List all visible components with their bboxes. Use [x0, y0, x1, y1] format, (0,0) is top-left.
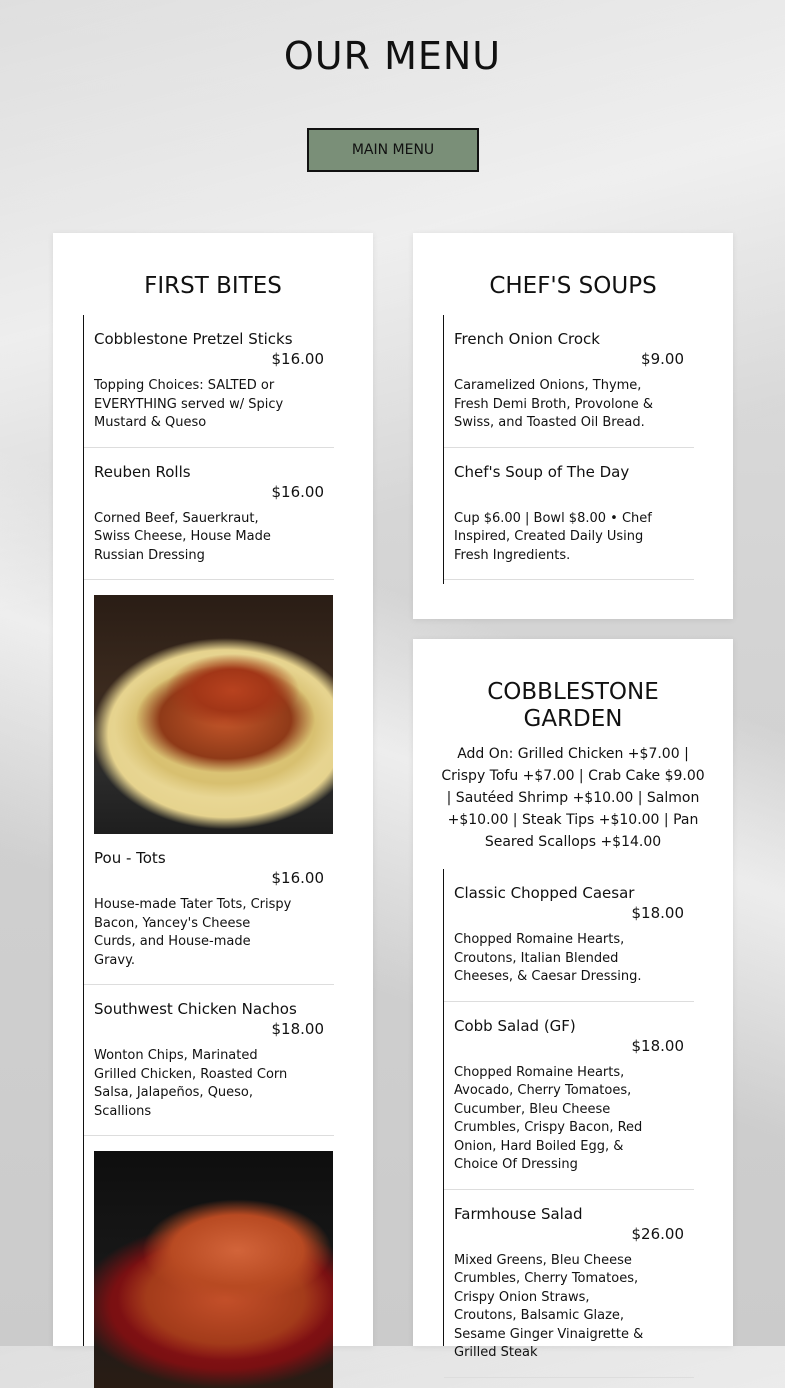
chefs-soups-list	[443, 315, 694, 584]
menu-item[interactable]	[444, 1002, 694, 1190]
item-price: $26.00	[631, 1224, 684, 1243]
garden-list	[443, 869, 694, 1360]
menu-item[interactable]	[84, 448, 334, 581]
item-desc: Corned Beef, Sauerkraut, Swiss Cheese, House Made Russian Dressing	[94, 510, 271, 563]
item-price: $18.00	[631, 904, 684, 922]
item-desc: Wonton Chips, Marinated Grilled Chicken, Roasted Corn Salsa, Jalapeños, Queso, Scallions	[94, 1048, 288, 1119]
item-desc: Cup $6.00 | Bowl $8.00 • Chef Inspired, Created Daily Using Fresh Ingredients.	[454, 510, 652, 563]
menu-item[interactable]	[444, 1190, 694, 1378]
menu-item[interactable]	[444, 869, 694, 1002]
item-name: French Onion Crock	[454, 330, 600, 348]
item-name: Farmhouse Salad	[454, 1204, 583, 1223]
first-bites-title: FIRST BITES	[144, 273, 282, 299]
main-menu-button[interactable]: MAIN MENU	[307, 128, 479, 172]
first-bites-card	[53, 233, 373, 1346]
item-name: Cobb Salad (GF)	[454, 1016, 576, 1035]
item-desc: House-made Tater Tots, Crispy Bacon, Yancey's Cheese Curds, and House-made Gravy.	[94, 897, 292, 968]
item-name: Chef's Soup of The Day	[454, 462, 630, 481]
menu-item[interactable]	[84, 834, 334, 985]
item-price: $18.00	[271, 1020, 324, 1038]
item-price: $9.00	[641, 350, 684, 368]
chefs-soups-title: CHEF'S SOUPS	[489, 273, 657, 299]
item-desc: Chopped Romaine Hearts, Avocado, Cherry Tomatoes, Cucumber, Bleu Cheese Crumbles, Crispy Bacon, Red Onion, Hard Boiled Egg, & Choice Of Dressing	[454, 1064, 643, 1172]
item-desc: Mixed Greens, Bleu Cheese Crumbles, Cherry Tomatoes, Crispy Onion Straws, Croutons, Balsamic Glaze, Sesame Ginger Vinaigrette & Grilled Steak	[454, 1252, 644, 1360]
item-name: Cobblestone Pretzel Sticks	[94, 330, 293, 348]
poutine-food-image	[94, 595, 333, 834]
item-desc: Topping Choices: SALTED or EVERYTHING served w/ Spicy Mustard & Queso	[94, 378, 284, 430]
item-desc: Chopped Romaine Hearts, Croutons, Italian Blended Cheeses, & Caesar Dressing.	[454, 932, 642, 984]
menu-item[interactable]	[84, 985, 334, 1136]
garden-title: COBBLESTONE GARDEN	[487, 679, 659, 732]
item-name: Classic Chopped Caesar	[454, 884, 635, 902]
item-price	[454, 482, 694, 502]
item-price: $16.00	[271, 869, 324, 887]
item-name: Southwest Chicken Nachos	[94, 1000, 297, 1018]
first-bites-list	[83, 315, 334, 1346]
garden-add-on-note: Add On: Grilled Chicken +$7.00 | Crispy Tofu +$7.00 | Crab Cake $9.00 | Sautéed Shrimp +$10.00 | Salmon +$10.00 | Steak Tips +$10.00 | Pan Seared Scallops +$14.00	[441, 746, 705, 850]
menu-item[interactable]	[444, 448, 694, 581]
garden-card	[413, 639, 733, 1360]
item-name: Pou - Tots	[94, 849, 166, 867]
item-desc: Caramelized Onions, Thyme, Fresh Demi Broth, Provolone & Swiss, and Toasted Oil Bread.	[454, 378, 654, 430]
menu-item[interactable]	[444, 315, 694, 448]
item-price: $18.00	[631, 1036, 684, 1055]
wings-food-image	[94, 1151, 333, 1388]
page-title: OUR MENU	[283, 34, 502, 78]
item-name: Reuben Rolls	[94, 462, 191, 481]
menu-item[interactable]	[84, 315, 334, 448]
chefs-soups-card	[413, 233, 733, 619]
item-price: $16.00	[271, 482, 324, 501]
item-price: $16.00	[271, 350, 324, 368]
